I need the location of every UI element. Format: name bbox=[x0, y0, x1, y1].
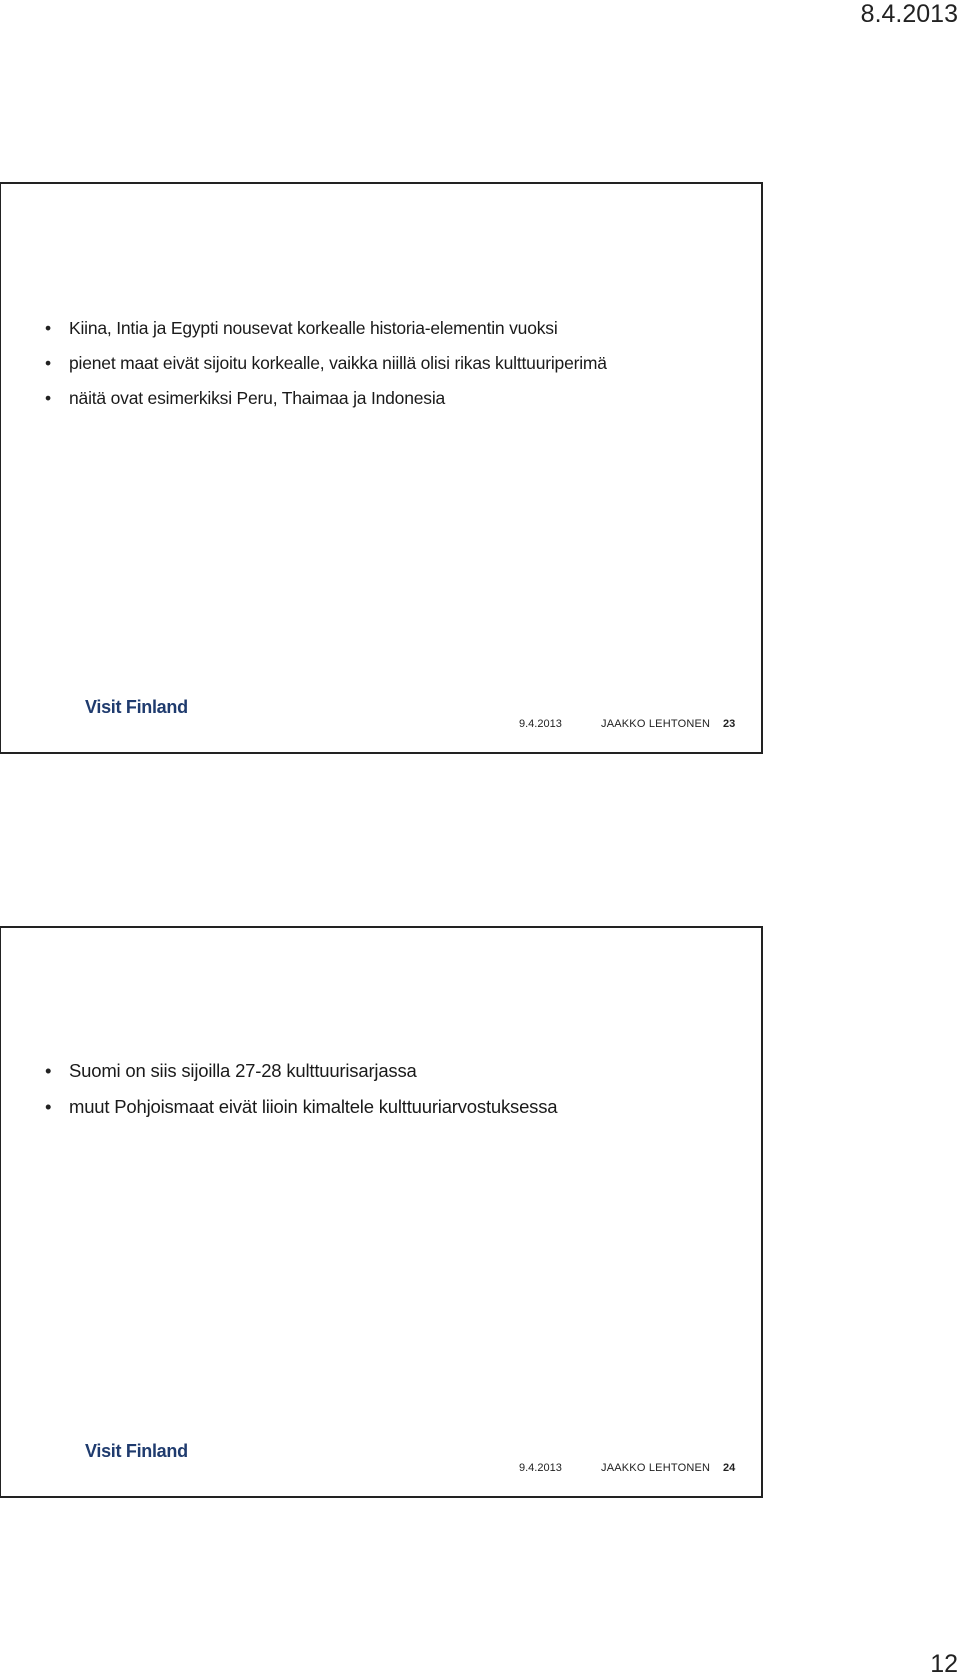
bullet-list bbox=[45, 311, 607, 416]
bullet-item: • Suomi on siis sijoilla 27-28 kulttuurisarjassa bbox=[45, 1053, 557, 1089]
slide-24 bbox=[0, 926, 763, 1498]
visit-finland-logo: Visit Finland bbox=[85, 1441, 188, 1461]
slide-footer-author: JAAKKO LEHTONEN bbox=[601, 1462, 711, 1474]
page-date: 8.4.2013 bbox=[860, 0, 958, 28]
slide-footer-date: 9.4.2013 bbox=[519, 1462, 562, 1474]
slide-23 bbox=[0, 182, 763, 754]
bullet-item: • näitä ovat esimerkiksi Peru, Thaimaa ja Indonesia bbox=[45, 381, 607, 416]
slide-footer-date: 9.4.2013 bbox=[519, 718, 562, 730]
bullet-item: • muut Pohjoismaat eivät liioin kimaltele kulttuuriarvostuksessa bbox=[45, 1089, 557, 1125]
slide-number: 23 bbox=[723, 718, 736, 730]
bullet-item: • Kiina, Intia ja Egypti nousevat korkealle historia-elementin vuoksi bbox=[45, 311, 607, 346]
bullet-item: • pienet maat eivät sijoitu korkealle, vaikka niillä olisi rikas kulttuuriperimä bbox=[45, 346, 607, 381]
slide-footer-author: JAAKKO LEHTONEN bbox=[601, 718, 711, 730]
page-number: 12 bbox=[930, 1650, 958, 1678]
visit-finland-logo: Visit Finland bbox=[85, 697, 188, 717]
bullet-list bbox=[45, 1053, 557, 1125]
slide-number: 24 bbox=[723, 1462, 736, 1474]
